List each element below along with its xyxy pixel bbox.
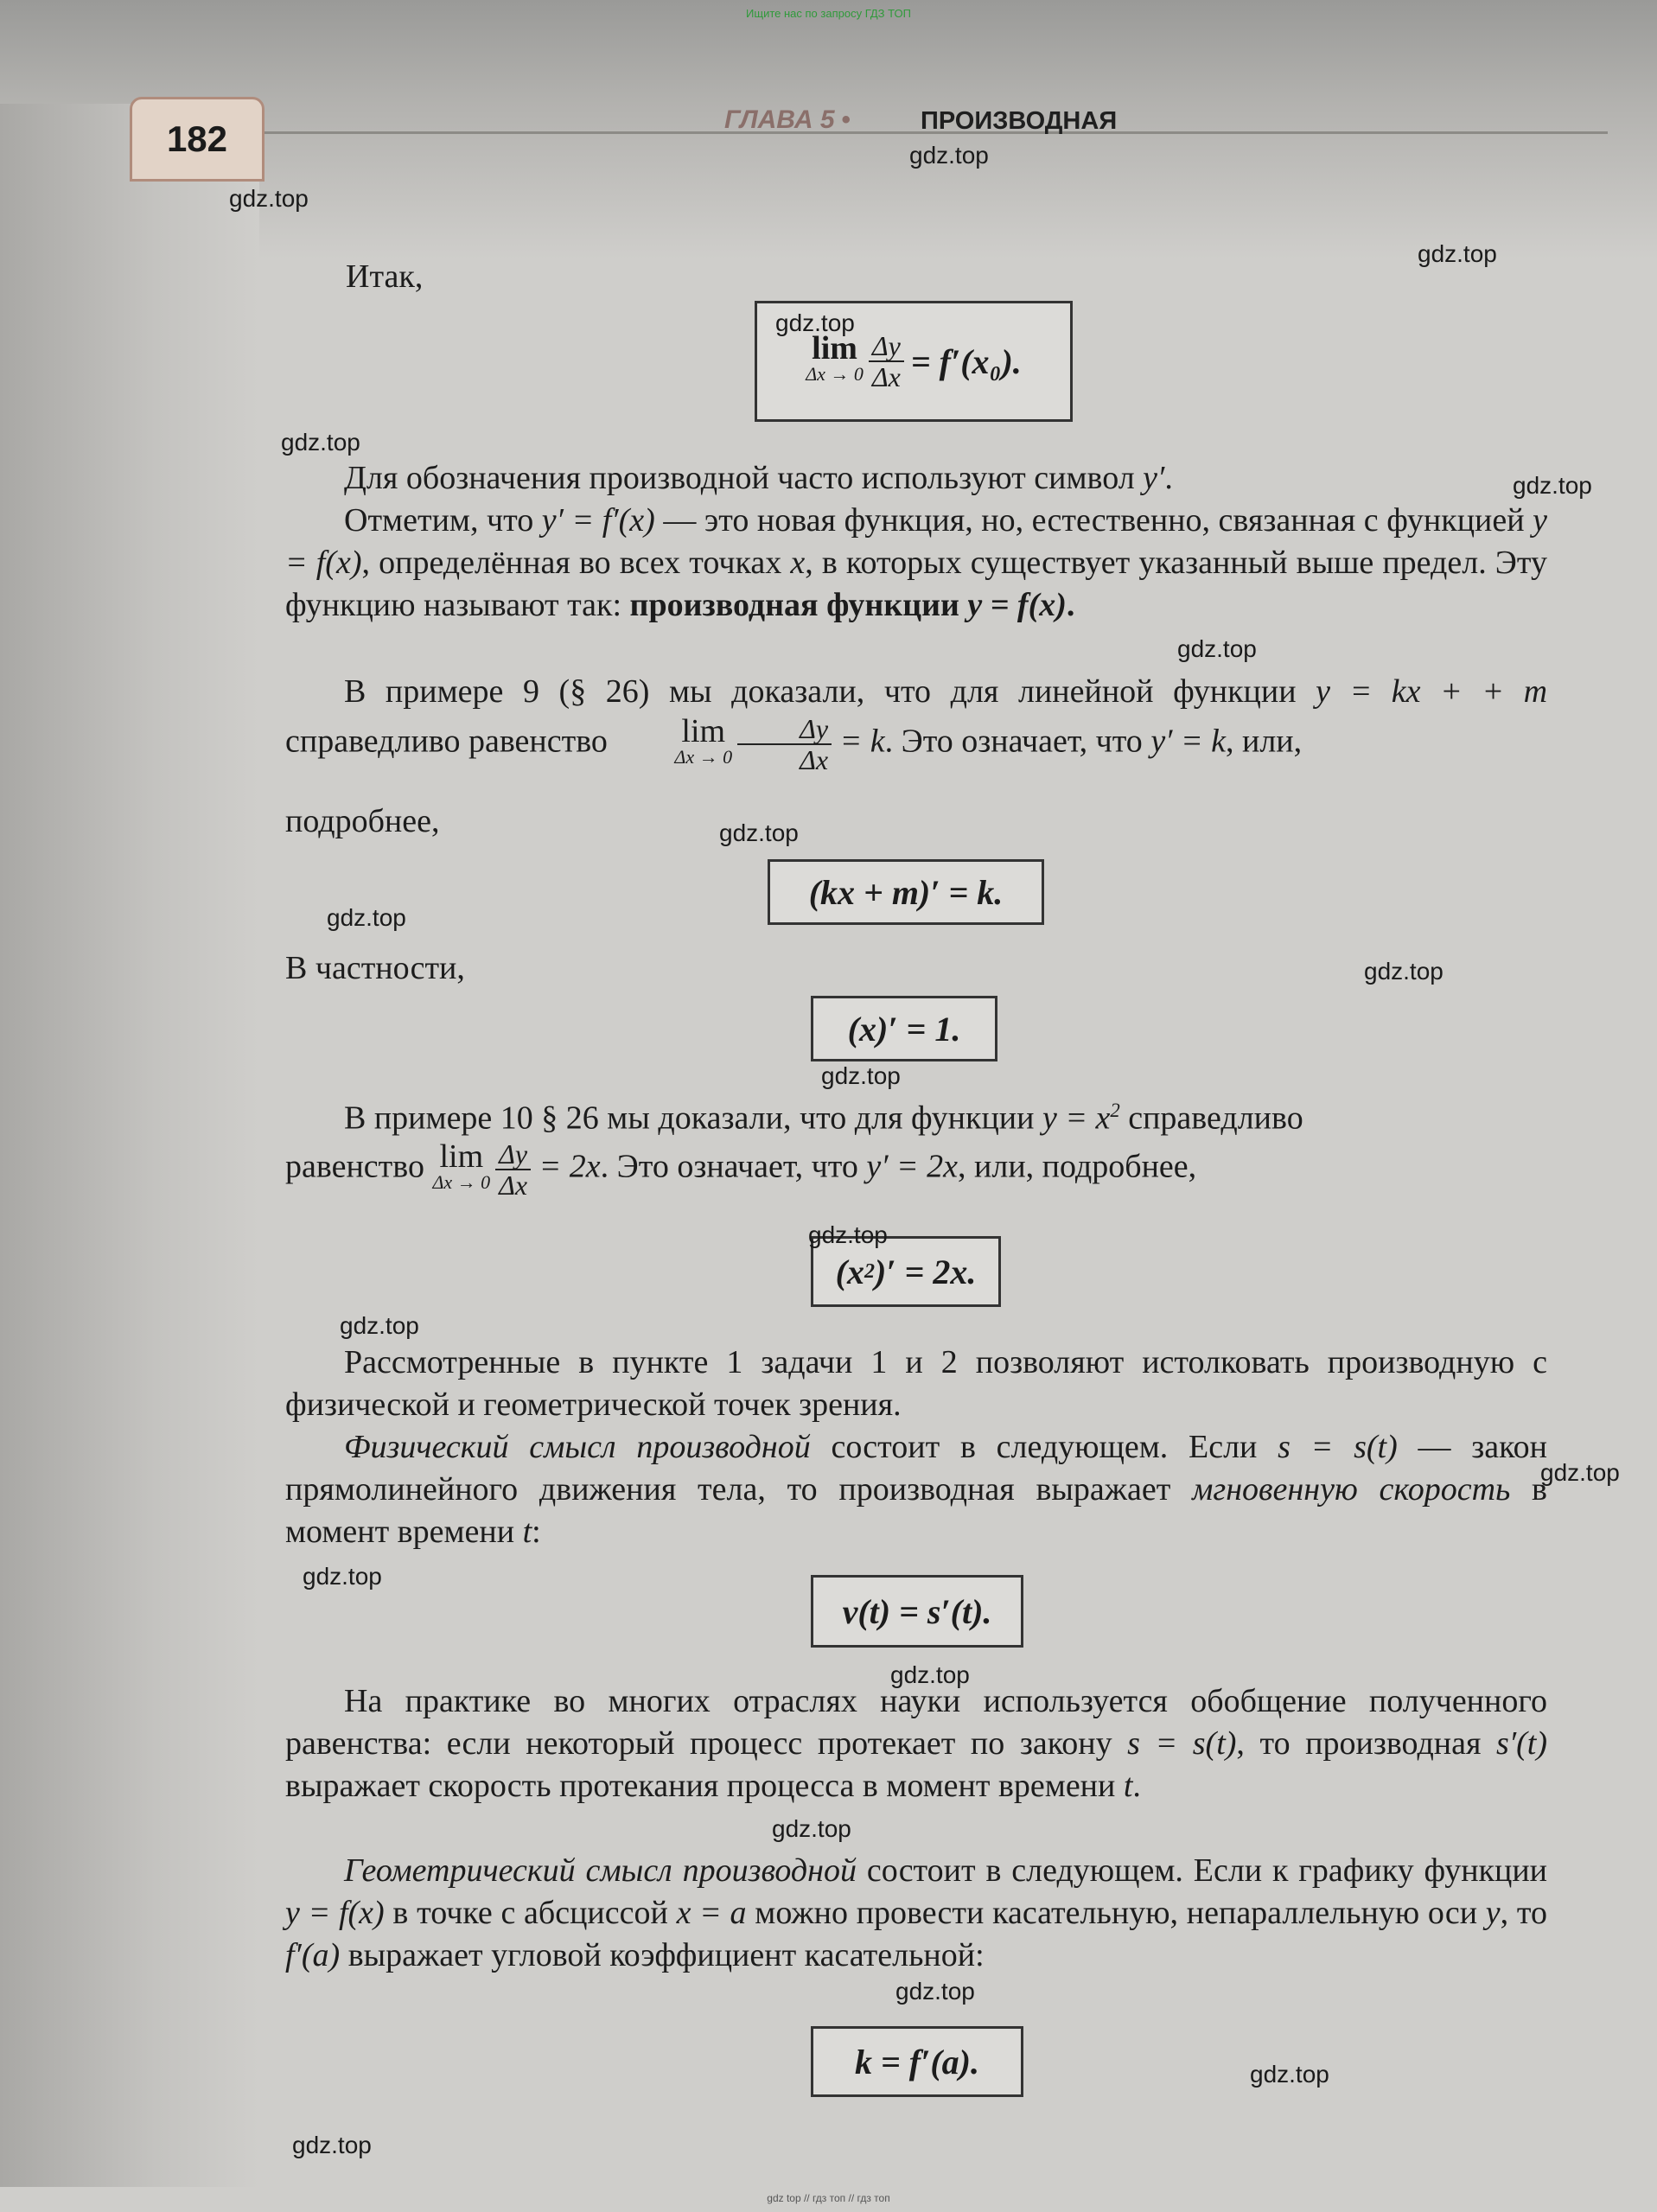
paragraph-new-function: Отметим, что y′ = f′(x) — это новая функция, но, естественно, связанная с функцией y = f(x), определённая во всех точках x, в которых существует указанный выше предел. Эту функцию называют так: производная функции y = f(x). [285,502,1548,623]
paragraph-interpret: Рассмотренные в пункте 1 задачи 1 и 2 позволяют истолковать производную с физической и геометрической точек зрения. [285,1344,1547,1423]
watermark: gdz.top [1250,2061,1329,2088]
paragraph-symbol: Для обозначения производной часто используют символ y′. [344,460,1173,496]
formula-box-limit: lim Δx → 0 $\frac{\Delta y}{\Delta x}$ = f′(x₀). [755,301,1073,422]
watermark: gdz.top [327,904,406,931]
page-number: 182 [130,97,264,182]
bottom-banner[interactable]: gdz top // гдз топ // гдз топ [767,2192,890,2204]
chapter-label: ГЛАВА 5 • [724,105,851,134]
formula-box-x: (x)′ = 1. [811,996,997,1061]
fraction: $\frac{\Delta y}{\Delta x}$ [869,331,904,392]
formula-box-square: (x 2 )′ = 2x. [811,1236,1001,1307]
top-banner[interactable]: Ищите нас по запросу ГДЗ ТОП [746,7,911,20]
watermark: gdz.top [1418,240,1497,267]
watermark: gdz.top [808,1221,888,1248]
watermark: gdz.top [772,1815,851,1842]
watermark: gdz.top [281,429,360,456]
page-edge-shadow [0,104,259,2187]
formula-box-slope: k = f′(a). [811,2026,1023,2097]
watermark: gdz.top [340,1312,419,1339]
watermark: gdz.top [890,1661,970,1688]
watermark: gdz.top [821,1062,901,1089]
watermark: gdz.top [292,2132,372,2158]
formula-box-linear: (kx + m)′ = k. [768,859,1044,925]
watermark: gdz.top [775,309,855,336]
paragraph-geometric: Геометрический смысл производной состоит в следующем. Если к графику функции y = f(x) в точке с абсциссой x = a можно провести касательную, непараллельную оси y, то f′(a) выражает угловой коэффициент касательной: [285,1852,1548,1973]
watermark: gdz.top [909,142,989,169]
itak-text: Итак, [346,258,424,295]
formula-box-velocity: v(t) = s′(t). [811,1575,1023,1648]
watermark: gdz.top [1513,472,1592,499]
bullet: • [841,105,851,134]
text-podrobnee: подробнее, [285,803,440,839]
lim-operator: lim Δx → 0 [432,1138,491,1193]
watermark: gdz.top [229,185,309,212]
watermark: gdz.top [1540,1459,1620,1486]
paragraph-linear: В примере 9 (§ 26) мы доказали, что для линейной функции y = kx + + m справедливо равенство lim Δx → 0 $\frac{\Delta y}{\Delta x}$ = k. Это означает, что y′ = k, или, [285,673,1548,775]
lim-operator: lim Δx → 0 [806,330,864,385]
text-in-particular: В частности, [285,950,465,986]
paragraph-practice: На практике во многих отраслях науки используется обобщение полученного равенства: если некоторый процесс протекает по закону s = s(t), то производная s′(t) выражает скорость протекания процесса в момент времени t. [285,1683,1548,1804]
watermark: gdz.top [303,1563,382,1590]
paragraph-square-cont: равенство lim Δx → 0 $\frac{\Delta y}{\Delta x}$ = 2x. Это означает, что y′ = 2x, или, подробнее, [285,1138,1197,1201]
paragraph-square: В примере 10 § 26 мы доказали, что для функции $y = x^2$ справедливо [344,1100,1303,1137]
watermark: gdz.top [1364,958,1444,985]
paragraph-physical: Физический смысл производной состоит в следующем. Если s = s(t) — закон прямолинейного движения тела, то производная выражает мгновенную скорость в момент времени t: [285,1429,1548,1550]
watermark: gdz.top [895,1978,975,2005]
section-title: ПРОИЗВОДНАЯ [921,107,1118,135]
lim-operator: lim Δx → 0 [674,713,733,768]
watermark: gdz.top [1177,635,1257,662]
watermark: gdz.top [719,819,799,846]
